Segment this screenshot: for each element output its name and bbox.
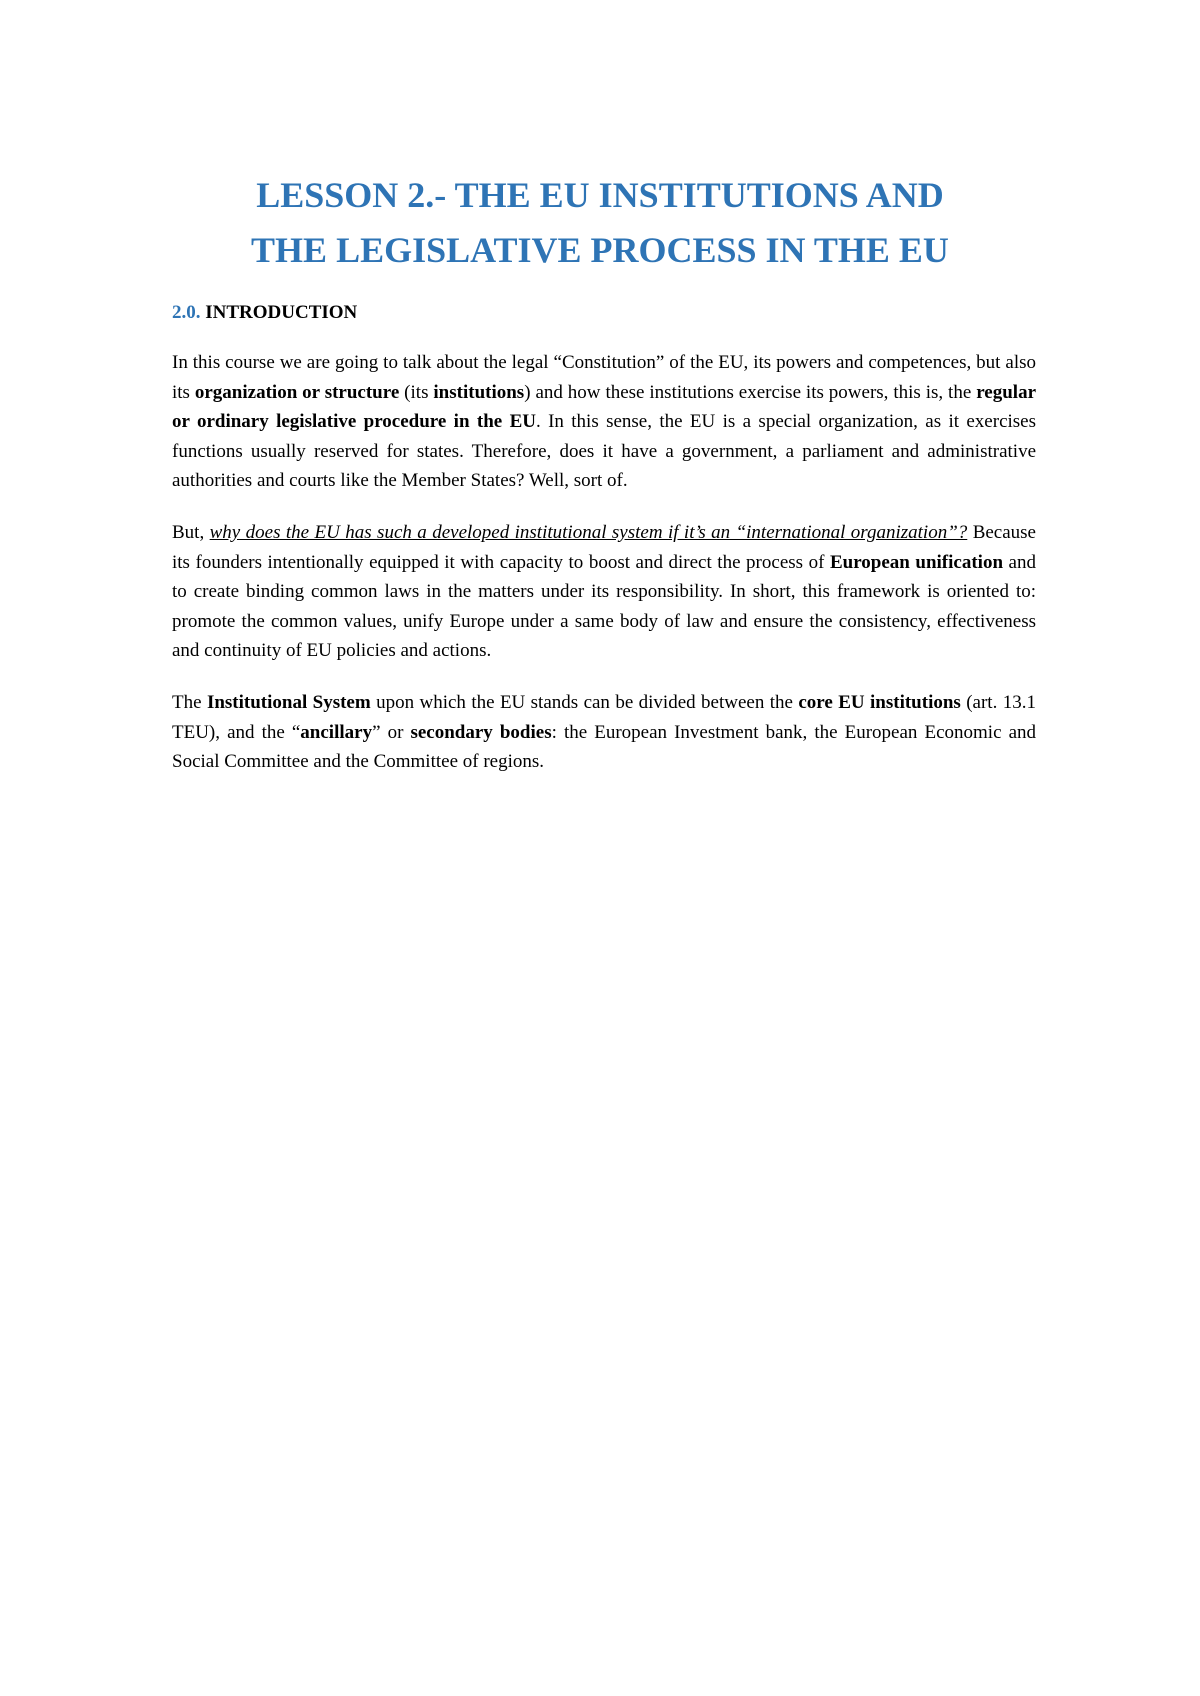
text-run: The: [172, 691, 207, 713]
text-run: : the European Investment bank, the European Economic and Social Committee and the Committee of regions.: [172, 721, 1036, 773]
text-run: In this course we are going to talk about the legal “Constitution” of the EU, its powers and competences, but also its: [172, 352, 1036, 403]
text-run: But,: [172, 521, 210, 543]
section-number: 2.0.: [172, 302, 201, 323]
bold-term: regular or ordinary legislative procedure in the EU: [172, 381, 1037, 433]
text-run: and to create binding common laws in the matters under its responsibility. In short, this framework is oriented to: promote the common values, unify Europe under a same body of law and ensure the consistency, effectiveness and continuity of EU policies and actions.: [172, 551, 1036, 662]
paragraph-introduction: [172, 348, 1036, 496]
bold-term: European unification: [829, 551, 1004, 573]
text-run: (art. 13.1 TEU), and the “: [172, 691, 1036, 743]
bold-term: institutions: [433, 381, 525, 403]
text-run: ” or: [372, 721, 411, 743]
section-heading: [172, 300, 1036, 326]
bold-term: Institutional System: [206, 691, 371, 713]
section-title: INTRODUCTION: [205, 302, 358, 323]
text-run: (its: [399, 381, 434, 403]
paragraph-question: [172, 518, 1036, 666]
document-body: [172, 300, 1036, 799]
bold-term: organization or structure: [194, 381, 400, 403]
text-run: upon which the EU stands can be divided between the: [370, 691, 799, 713]
title-line-2: THE LEGISLATIVE PROCESS IN THE EU: [251, 230, 949, 270]
bold-term: ancillary: [300, 721, 373, 743]
paragraph-institutional-system: [172, 688, 1036, 777]
lesson-title: [150, 168, 1050, 278]
title-line-1: LESSON 2.- THE EU INSTITUTIONS AND: [256, 175, 944, 215]
bold-term: core EU institutions: [798, 691, 961, 713]
text-run: ) and how these institutions exercise its powers, this is, the: [524, 381, 977, 403]
text-run: . In this sense, the EU is a special organization, as it exercises functions usually reserved for states. Therefore, does it have a government, a parliament and administrative authorities and courts like the Member States? Well, sort of.: [172, 411, 1036, 492]
bold-term: secondary bodies: [410, 721, 552, 743]
italic-underlined-question: why does the EU has such a developed institutional system if it’s an “international organization”?: [209, 521, 968, 543]
text-run: Because its founders intentionally equipped it with capacity to boost and direct the process of: [172, 521, 1036, 573]
